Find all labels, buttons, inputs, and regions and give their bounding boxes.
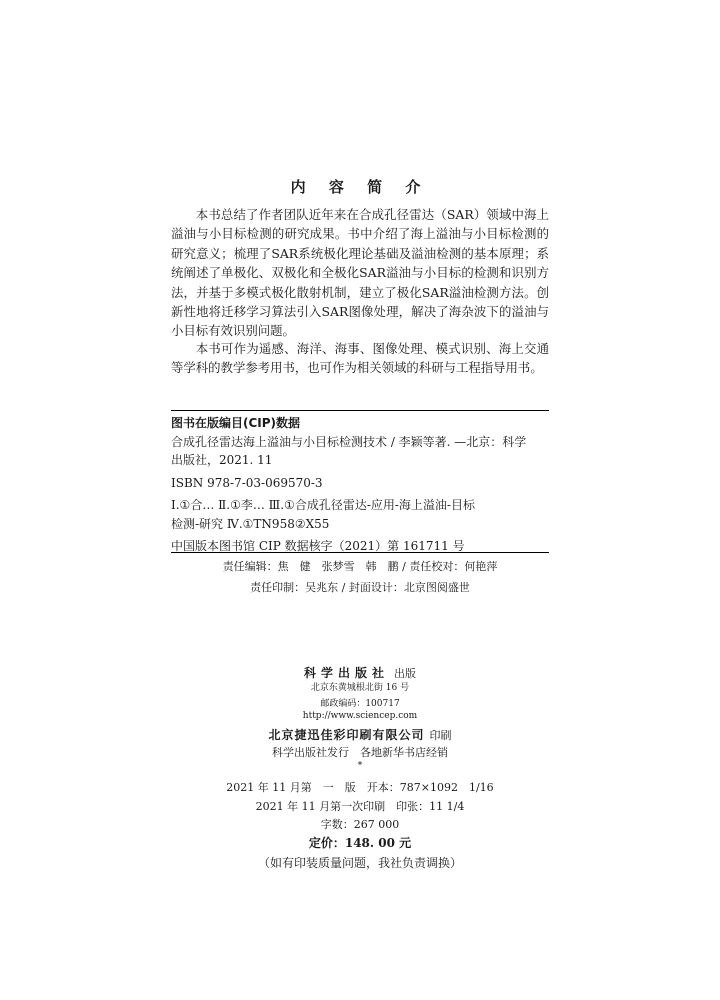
summary-paragraph-2: 本书可作为遥感、海洋、海事、图像处理、模式识别、海上交通等学科的教学参考用书，也可作为相关领域的科研与工程指导用书。 (171, 341, 549, 376)
publisher-address: 北京东黄城根北街 16 号 (310, 683, 410, 693)
cip-heading: 图书在版编目(CIP)数据 (171, 416, 301, 430)
cip-title-line-1: 合成孔径雷达海上溢油与小目标检测技术 / 李颖等著. —北京：科学 (171, 434, 527, 449)
quality-notice: （如有印装质量问题，我社负责调换） (257, 856, 462, 870)
publisher-name: 科学出版社 (303, 666, 389, 680)
cip-bottom-rule (171, 552, 549, 553)
cip-classification-line-1: Ⅰ.①合… Ⅱ.①李… Ⅲ.①合成孔径雷达-应用-海上溢油-目标 (171, 498, 475, 512)
distribution-line: 科学出版社发行 各地新华书店经销 (272, 746, 448, 759)
credits-editors: 责任编辑：焦 健 张梦雪 韩 鹏 / 责任校对：何艳萍 (222, 560, 498, 573)
publisher-suffix: 出版 (394, 667, 417, 680)
credits-printing-cover: 责任印制：吴兆东 / 封面设计：北京图阅盛世 (250, 581, 470, 594)
cip-title-line-2: 出版社，2021. 11 (171, 453, 273, 467)
word-count: 字数：267 000 (320, 818, 400, 831)
printer-name: 北京捷迅佳彩印刷有限公司 (268, 728, 425, 742)
edition-line: 2021 年 11 月第 一 版 开本：787×1092 1/16 (226, 781, 494, 794)
cip-classification-line-2: 检测-研究 Ⅳ.①TN958②X55 (171, 516, 330, 531)
printer-line (0, 724, 720, 743)
cip-top-rule (171, 410, 549, 411)
summary-title: 内 容 简 介 (290, 178, 430, 196)
price: 定价：148. 00 元 (308, 836, 412, 850)
printing-line: 2021 年 11 月第一次印刷 印张：11 1/4 (255, 800, 465, 813)
cip-block (171, 414, 549, 556)
separator-star: * (357, 761, 363, 771)
publisher-line (0, 662, 720, 681)
summary-paragraph-1: 本书总结了作者团队近年来在合成孔径雷达（SAR）领域中海上溢油与小目标检测的研究成果。书中介绍了海上溢油与小目标检测的研究意义；梳理了SAR系统极化理论基础及溢油检测的基本原理；系统阐述了单极化、双极化和全极化SAR溢油与小目标的检测和识别方法，并基于多模式极化散射机制，建立了极化SAR溢油检测方法。创新性地将迁移学习算法引入SAR图像处理，解决了海杂波下的溢油与小目标有效识别问题。 (171, 207, 549, 339)
publisher-url: http://www.sciencep.com (302, 711, 418, 721)
cip-isbn: ISBN 978-7-03-069570-3 (171, 475, 323, 490)
cip-record-number: 中国版本图书馆 CIP 数据核字（2021）第 161711 号 (171, 539, 465, 553)
publisher-postcode: 邮政编码：100717 (320, 699, 400, 709)
printer-suffix: 印刷 (429, 729, 452, 742)
